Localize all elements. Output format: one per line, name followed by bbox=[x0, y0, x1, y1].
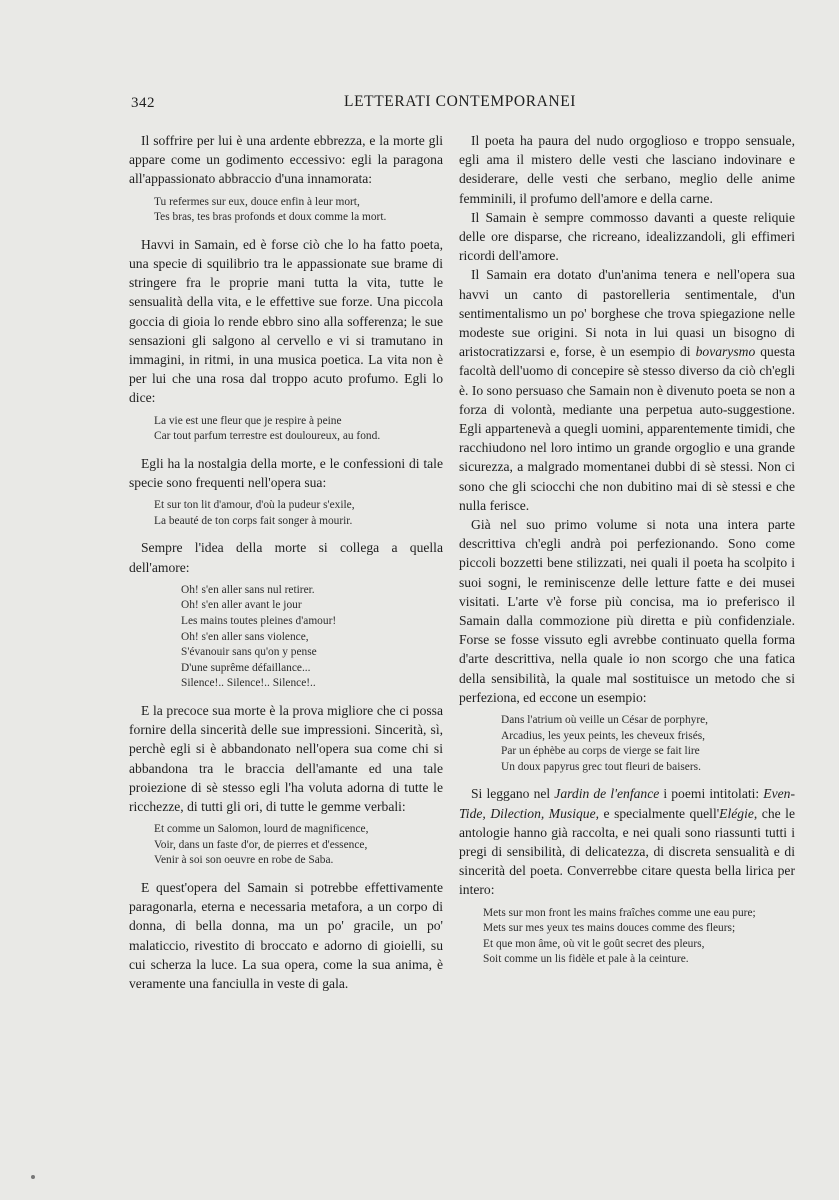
verse-line: Les mains toutes pleines d'amour! bbox=[181, 615, 337, 627]
verse-line: Voir, dans un faste d'or, de pierres et d'essence, bbox=[154, 838, 368, 851]
verse-line: Venir à soi son oeuvre en robe de Saba. bbox=[154, 854, 334, 867]
text-run: i poemi intitolati: bbox=[659, 786, 764, 802]
verse-line: Oh! s'en aller sans nul retirer. bbox=[181, 583, 315, 596]
verse-line: S'évanouir sans qu'on y pense bbox=[181, 646, 317, 659]
verse-line: Arcadius, les yeux peints, les cheveux frisés, bbox=[501, 729, 706, 742]
paragraph: Havvi in Samain, ed è forse ciò che lo ha fatto poeta, una specie di squilibrio tra le appassionate sue brame di stringere fra le proprie mani tutta la vita, tutte le sensualità della vita, e le effettive sue forze. Una piccola goccia di gioia lo rende ebbro sino alla sofferenza; le sue sensazioni gli salgono al cervello e vi si tramutano in immagini, in ritmi, in una musica poetica. La vita non è per lui che una rosa dal troppo acuto profumo. Egli lo dice: bbox=[129, 236, 443, 406]
verse-line: Oh! s'en aller sans violence, bbox=[181, 630, 309, 643]
verse-line: Un doux papyrus grec tout fleuri de baisers. bbox=[501, 760, 701, 773]
verse-quote bbox=[459, 906, 795, 968]
left-column bbox=[129, 131, 443, 993]
verse-line: Car tout parfum terrestre est douloureux, au fond. bbox=[154, 430, 381, 443]
verse-line: Silence!.. Silence!.. Silence!.. bbox=[181, 677, 316, 690]
verse-line: Oh! s'en aller avant le jour bbox=[181, 599, 302, 612]
verse-quote bbox=[129, 498, 443, 529]
text-run: , che le antologie hanno già raccolta, e nei quali sono riassunti tutti i pregi di sensibilità, di delicatezza, di discreta sensualità e di sincerità del poeta. Converrebbe citare questa bella lirica per intero: bbox=[459, 805, 795, 898]
paragraph: Già nel suo primo volume si nota una intera parte descrittiva ch'egli andrà poi perfezionando. Sono come piccoli bozzetti bene stilizzati, nei quali il poeta ha scolpito i suoi sogni, le reminiscenze delle letture fatte e dei musei visitati. L'arte v'è forse più concisa, ma io preferisco il Samain dalla commozione più diretta e più confidenziale. Forse se fosse vissuto egli avrebbe continuato quella forma d'arte descrittiva, nella quale io non scorgo che una fatica della sensibilità, la quale mal sostituisce un metodo che si perfeziona, ed eccone un esempio: bbox=[459, 517, 795, 705]
text-run: e specialmente quell' bbox=[599, 805, 720, 821]
paragraph: Il poeta ha paura del nudo orgoglioso e troppo sensuale, egli ama il mistero delle vesti che lasciano indovinare e desiderare, delle vesti che serbano, meglio delle anime femminili, il profumo dell'amore e della carne. bbox=[459, 133, 795, 206]
italic-title: Elégie bbox=[719, 805, 754, 821]
running-head: LETTERATI CONTEMPORANEI bbox=[344, 93, 577, 110]
italic-term: bovarysmo bbox=[695, 344, 756, 360]
verse-line: Tes bras, tes bras profonds et doux comme la mort. bbox=[154, 211, 387, 224]
verse-line: Dans l'atrium où veille un César de porphyre, bbox=[501, 714, 709, 727]
text-run: Si leggano nel bbox=[471, 786, 555, 802]
paragraph bbox=[459, 265, 795, 515]
verse-line: Et comme un Salomon, lourd de magnificence, bbox=[154, 823, 369, 836]
verse-quote bbox=[129, 583, 443, 692]
paragraph: E la precoce sua morte è la prova migliore che ci possa fornire della sincerità delle sue impressioni. Sincerità, sì, perchè egli si è abbandonato nell'opera sua come chi si abbandona tra le braccia dell'amante ed una tale proiezione di sè stesso egli l'ha voluta adorna di tutte le ricchezze, di tutti gli ori, di tutte le gemme verbali: bbox=[129, 702, 443, 814]
verse-line: La vie est une fleur que je respire à peine bbox=[154, 414, 342, 427]
paragraph bbox=[459, 784, 795, 899]
italic-title: Jardin de l'enfance bbox=[554, 786, 660, 802]
verse-quote bbox=[129, 822, 443, 869]
verse-line: D'une suprême défaillance... bbox=[181, 661, 311, 674]
paragraph: Egli ha la nostalgia della morte, e le confessioni di tale specie sono frequenti nell'opera sua: bbox=[129, 455, 443, 491]
text-run: questa facoltà dell'uomo di concepire sè stesso diverso da ciò ch'egli è. Io sono persuaso che Samain non è divenuto poeta se non a forza di volontà, mediante una perpetua auto-suggestione. Egli appartenevà a quegli uomini, apparentemente timidi, che racchiudono nel loro intimo un grande orgoglio e una grande sicurezza, a malgrado momentanei dubbi di sè stessi. Non ci sono che gli sciocchi che non dubitino mai di sè stessi e che nulla ferisce. bbox=[459, 344, 795, 513]
paragraph: Il soffrire per lui è una ardente ebbrezza, e la morte gli appare come un godimento eccessivo: egli la paragona all'appassionato abbraccio d'una innamorata: bbox=[129, 133, 443, 187]
verse-line: Par un éphèbe au corps de vierge se fait lire bbox=[501, 745, 700, 758]
verse-line: Et sur ton lit d'amour, d'où la pudeur s'exile, bbox=[154, 499, 355, 512]
right-column bbox=[459, 131, 795, 977]
verse-line: La beauté de ton corps fait songer à mourir. bbox=[154, 514, 353, 527]
page-number: 342 bbox=[131, 95, 155, 111]
verse-quote bbox=[129, 195, 443, 226]
verse-line: Tu refermes sur eux, douce enfin à leur mort, bbox=[154, 195, 360, 208]
verse-line: Mets sur mes yeux tes mains douces comme des fleurs; bbox=[483, 922, 736, 935]
text-run: Il Samain era dotato d'un'anima tenera e nell'opera sua havvi un canto di pastorelleria sentimentale, d'un sentimentalismo un po' borghese che trova spiegazione nelle modeste sue origini. Si nota in lui quasi un bisogno di aristocratizzarsi e, forse, è un esempio di bbox=[459, 267, 795, 360]
paragraph: Sempre l'idea della morte si collega a quella dell'amore: bbox=[129, 540, 443, 575]
paragraph: Il Samain è sempre commosso davanti a queste reliquie delle ore disparse, che ricreano, idealizzandoli, gli effimeri ricordi dell'amore. bbox=[459, 209, 795, 264]
verse-quote bbox=[459, 713, 795, 775]
verse-line: Soit comme un lis fidèle et pale à la ceinture. bbox=[483, 953, 689, 966]
italic-title: Even-Tide, Dilection, Musique, bbox=[459, 786, 795, 821]
ink-speck bbox=[31, 1175, 35, 1179]
verse-line: Mets sur mon front les mains fraîches comme une eau pure; bbox=[483, 906, 756, 919]
verse-quote bbox=[129, 414, 443, 445]
verse-line: Et que mon âme, où vit le goût secret des pleurs, bbox=[483, 937, 705, 950]
paragraph: E quest'opera del Samain si potrebbe effettivamente paragonarla, eterna e necessaria metafora, a un corpo di donna, di bella donna, ma un po' gracile, un po' malaticcio, rivestito di broccato e adorno di gioielli, su cui scherza la luce. La sua opera, come la sua anima, è veramente una fanciulla in veste di gala. bbox=[129, 879, 443, 991]
